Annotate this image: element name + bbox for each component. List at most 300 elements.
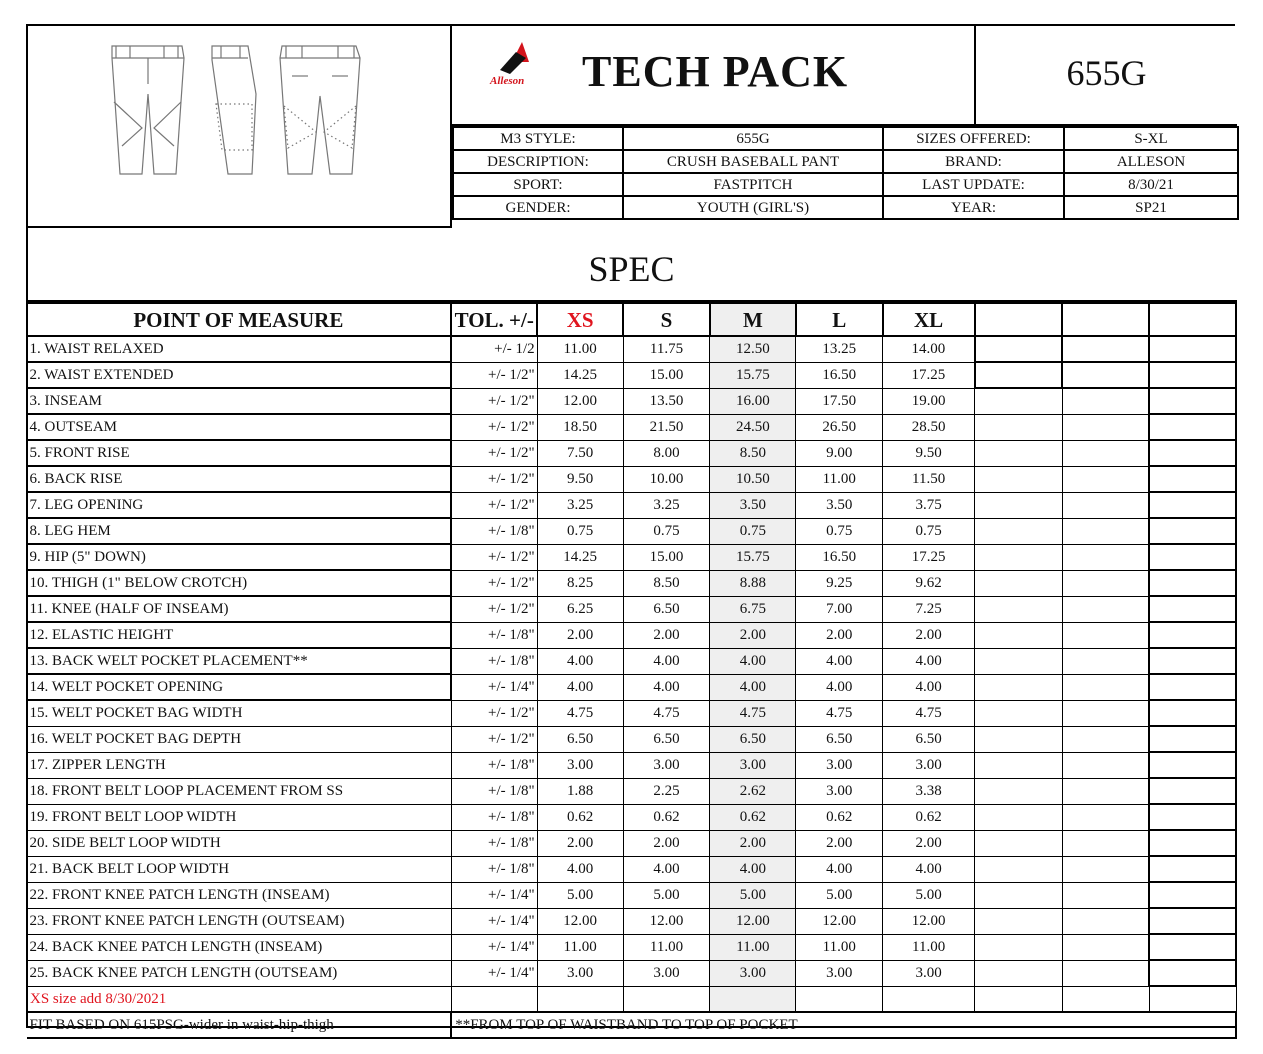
table-row bbox=[27, 804, 1237, 830]
table-row bbox=[27, 622, 1237, 648]
cell-m: 5.00 bbox=[710, 882, 796, 908]
cell-empty bbox=[1149, 674, 1236, 700]
cell-m: 6.75 bbox=[710, 596, 796, 622]
cell-l: 9.00 bbox=[796, 440, 883, 466]
cell-l: 3.00 bbox=[796, 778, 883, 804]
fit-note: FIT BASED ON 615PSG-wider in waist-hip-thigh bbox=[27, 1012, 452, 1038]
cell-m: 3.50 bbox=[710, 492, 796, 518]
cell-tol: +/- 1/4" bbox=[451, 908, 537, 934]
cell-l: 26.50 bbox=[796, 414, 883, 440]
cell-empty bbox=[1149, 882, 1236, 908]
cell-xs: 8.25 bbox=[537, 570, 623, 596]
info-label-cell: BRAND: bbox=[883, 150, 1064, 173]
info-value-cell: CRUSH BASEBALL PANT bbox=[623, 150, 883, 173]
info-label-cell: SIZES OFFERED: bbox=[883, 127, 1064, 150]
cell-xl: 0.75 bbox=[883, 518, 975, 544]
cell-pom: 19. FRONT BELT LOOP WIDTH bbox=[27, 804, 452, 830]
header-xl: XL bbox=[883, 303, 975, 336]
info-label-cell: GENDER: bbox=[453, 196, 623, 219]
cell-xs: 7.50 bbox=[537, 440, 623, 466]
style-code-panel bbox=[976, 24, 1237, 126]
info-label-cell: LAST UPDATE: bbox=[883, 173, 1064, 196]
cell-m: 0.62 bbox=[710, 804, 796, 830]
cell-empty bbox=[975, 388, 1063, 414]
cell-tol: +/- 1/8" bbox=[451, 804, 537, 830]
cell-empty bbox=[1149, 440, 1236, 466]
cell-empty bbox=[1062, 440, 1149, 466]
cell-m: 3.00 bbox=[710, 752, 796, 778]
table-row bbox=[27, 570, 1237, 596]
cell-l: 4.00 bbox=[796, 674, 883, 700]
table-row bbox=[27, 518, 1237, 544]
cell-empty bbox=[1149, 726, 1236, 752]
cell-l: 4.00 bbox=[796, 856, 883, 882]
cell-empty bbox=[975, 674, 1063, 700]
cell-empty bbox=[1062, 596, 1149, 622]
cell-m: 0.75 bbox=[710, 518, 796, 544]
cell-m: 6.50 bbox=[710, 726, 796, 752]
info-value-cell: S-XL bbox=[1064, 127, 1238, 150]
cell-empty bbox=[975, 466, 1063, 492]
cell-xl: 17.25 bbox=[883, 362, 975, 388]
table-row bbox=[27, 544, 1237, 570]
cell-pom: 16. WELT POCKET BAG DEPTH bbox=[27, 726, 452, 752]
cell-s: 3.00 bbox=[623, 960, 710, 986]
cell-l: 12.00 bbox=[796, 908, 883, 934]
table-row bbox=[27, 492, 1237, 518]
cell-m: 16.00 bbox=[710, 388, 796, 414]
table-row bbox=[27, 674, 1237, 700]
cell-xs: 6.25 bbox=[537, 596, 623, 622]
cell-empty bbox=[1149, 596, 1236, 622]
cell-m: 8.88 bbox=[710, 570, 796, 596]
cell-pom: 18. FRONT BELT LOOP PLACEMENT FROM SS bbox=[27, 778, 452, 804]
cell-s: 8.50 bbox=[623, 570, 710, 596]
cell-l: 11.00 bbox=[796, 934, 883, 960]
cell-xs: 2.00 bbox=[537, 830, 623, 856]
cell-m: 15.75 bbox=[710, 544, 796, 570]
footer-row bbox=[27, 1012, 1237, 1038]
cell-tol: +/- 1/2" bbox=[451, 544, 537, 570]
table-row bbox=[27, 778, 1237, 804]
cell-m: 8.50 bbox=[710, 440, 796, 466]
cell-xl: 5.00 bbox=[883, 882, 975, 908]
cell-empty bbox=[1062, 570, 1149, 596]
cell-pom: 17. ZIPPER LENGTH bbox=[27, 752, 452, 778]
cell-xs: 3.00 bbox=[537, 752, 623, 778]
cell-xs: 4.00 bbox=[537, 856, 623, 882]
svg-text:Alleson: Alleson bbox=[490, 75, 525, 87]
pants-front-sketch bbox=[112, 46, 184, 174]
cell-m: 2.62 bbox=[710, 778, 796, 804]
info-label-cell: M3 STYLE: bbox=[453, 127, 623, 150]
cell-tol: +/- 1/2" bbox=[451, 414, 537, 440]
cell-xs: 4.75 bbox=[537, 700, 623, 726]
cell-xs: 3.25 bbox=[537, 492, 623, 518]
cell-xl: 4.75 bbox=[883, 700, 975, 726]
cell-empty bbox=[1062, 466, 1149, 492]
cell-l: 7.00 bbox=[796, 596, 883, 622]
info-row bbox=[453, 150, 1238, 173]
cell-tol: +/- 1/8" bbox=[451, 856, 537, 882]
cell-empty bbox=[1062, 622, 1149, 648]
pants-side-sketch bbox=[212, 46, 256, 174]
table-row bbox=[27, 596, 1237, 622]
cell-tol: +/- 1/2" bbox=[451, 388, 537, 414]
cell-pom: 4. OUTSEAM bbox=[27, 414, 452, 440]
cell-xl: 7.25 bbox=[883, 596, 975, 622]
cell-empty bbox=[975, 336, 1063, 362]
cell-tol: +/- 1/2" bbox=[451, 700, 537, 726]
cell-xs: 11.00 bbox=[537, 336, 623, 362]
cell-xl: 9.50 bbox=[883, 440, 975, 466]
cell-empty bbox=[1062, 804, 1149, 830]
table-header-row bbox=[27, 303, 1237, 336]
cell-pom: 15. WELT POCKET BAG WIDTH bbox=[27, 700, 452, 726]
cell-tol: +/- 1/2" bbox=[451, 492, 537, 518]
info-value-cell: 8/30/21 bbox=[1064, 173, 1238, 196]
info-row bbox=[453, 196, 1238, 219]
cell-empty bbox=[975, 856, 1063, 882]
cell-empty bbox=[1149, 388, 1236, 414]
cell-empty bbox=[1149, 570, 1236, 596]
cell-m: 4.75 bbox=[710, 700, 796, 726]
cell-l: 11.00 bbox=[796, 466, 883, 492]
cell-xs: 3.00 bbox=[537, 960, 623, 986]
cell-xs: 12.00 bbox=[537, 388, 623, 414]
cell-l: 0.62 bbox=[796, 804, 883, 830]
cell-empty bbox=[1149, 466, 1236, 492]
cell-empty bbox=[1149, 908, 1236, 934]
cell-pom: 24. BACK KNEE PATCH LENGTH (INSEAM) bbox=[27, 934, 452, 960]
cell-empty bbox=[1149, 544, 1236, 570]
cell-xl: 11.00 bbox=[883, 934, 975, 960]
cell-s: 6.50 bbox=[623, 596, 710, 622]
cell-tol: +/- 1/4" bbox=[451, 960, 537, 986]
cell-tol: +/- 1/4" bbox=[451, 674, 537, 700]
table-row bbox=[27, 362, 1237, 388]
cell-pom: 14. WELT POCKET OPENING bbox=[27, 674, 452, 700]
cell-m: 12.50 bbox=[710, 336, 796, 362]
cell-pom: 20. SIDE BELT LOOP WIDTH bbox=[27, 830, 452, 856]
cell-xl: 3.75 bbox=[883, 492, 975, 518]
cell-pom: 9. HIP (5" DOWN) bbox=[27, 544, 452, 570]
cell-l: 3.00 bbox=[796, 960, 883, 986]
cell-xs: 4.00 bbox=[537, 648, 623, 674]
info-value-cell: SP21 bbox=[1064, 196, 1238, 219]
cell-m: 10.50 bbox=[710, 466, 796, 492]
cell-pom: 13. BACK WELT POCKET PLACEMENT** bbox=[27, 648, 452, 674]
cell-empty bbox=[975, 752, 1063, 778]
cell-empty bbox=[1149, 856, 1236, 882]
cell-s: 15.00 bbox=[623, 362, 710, 388]
cell-empty bbox=[975, 492, 1063, 518]
cell-xl: 12.00 bbox=[883, 908, 975, 934]
table-row bbox=[27, 700, 1237, 726]
cell-xs: 4.00 bbox=[537, 674, 623, 700]
cell-empty bbox=[975, 882, 1063, 908]
cell-empty bbox=[975, 726, 1063, 752]
cell-xl: 4.00 bbox=[883, 856, 975, 882]
cell-s: 6.50 bbox=[623, 726, 710, 752]
cell-s: 2.25 bbox=[623, 778, 710, 804]
cell-empty bbox=[975, 648, 1063, 674]
header-empty bbox=[1062, 303, 1149, 336]
cell-l: 13.25 bbox=[796, 336, 883, 362]
cell-s: 8.00 bbox=[623, 440, 710, 466]
note-row bbox=[27, 986, 1237, 1012]
info-label-cell: YEAR: bbox=[883, 196, 1064, 219]
cell-xs: 0.75 bbox=[537, 518, 623, 544]
cell-tol: +/- 1/8" bbox=[451, 518, 537, 544]
cell-empty bbox=[975, 778, 1063, 804]
cell-pom: 11. KNEE (HALF OF INSEAM) bbox=[27, 596, 452, 622]
table-row bbox=[27, 648, 1237, 674]
cell-tol: +/- 1/8" bbox=[451, 648, 537, 674]
table-row bbox=[27, 934, 1237, 960]
cell-empty bbox=[1149, 700, 1236, 726]
cell-empty bbox=[1062, 362, 1149, 388]
cell-pom: 3. INSEAM bbox=[27, 388, 452, 414]
cell-s: 2.00 bbox=[623, 830, 710, 856]
cell-s: 11.75 bbox=[623, 336, 710, 362]
cell-xs: 9.50 bbox=[537, 466, 623, 492]
info-row bbox=[453, 127, 1238, 150]
cell-xs: 6.50 bbox=[537, 726, 623, 752]
cell-m: 4.00 bbox=[710, 856, 796, 882]
cell-empty bbox=[975, 414, 1063, 440]
cell-empty bbox=[1149, 778, 1236, 804]
cell-m: 24.50 bbox=[710, 414, 796, 440]
cell-l: 2.00 bbox=[796, 830, 883, 856]
cell-l: 6.50 bbox=[796, 726, 883, 752]
cell-pom: 6. BACK RISE bbox=[27, 466, 452, 492]
cell-xl: 11.50 bbox=[883, 466, 975, 492]
cell-s: 15.00 bbox=[623, 544, 710, 570]
header-pom: POINT OF MEASURE bbox=[27, 303, 452, 336]
cell-empty bbox=[975, 518, 1063, 544]
cell-empty bbox=[1062, 336, 1149, 362]
cell-xl: 6.50 bbox=[883, 726, 975, 752]
alleson-logo bbox=[486, 40, 550, 90]
header-l: L bbox=[796, 303, 883, 336]
pants-back-sketch bbox=[280, 46, 360, 174]
cell-s: 11.00 bbox=[623, 934, 710, 960]
cell-tol: +/- 1/2 bbox=[451, 336, 537, 362]
cell-empty bbox=[1062, 414, 1149, 440]
cell-m: 2.00 bbox=[710, 622, 796, 648]
cell-tol: +/- 1/8" bbox=[451, 752, 537, 778]
header-s: S bbox=[623, 303, 710, 336]
cell-pom: 10. THIGH (1" BELOW CROTCH) bbox=[27, 570, 452, 596]
info-label-cell: SPORT: bbox=[453, 173, 623, 196]
cell-xl: 4.00 bbox=[883, 648, 975, 674]
cell-xs: 14.25 bbox=[537, 362, 623, 388]
cell-xs: 18.50 bbox=[537, 414, 623, 440]
table-row bbox=[27, 726, 1237, 752]
info-label-cell: DESCRIPTION: bbox=[453, 150, 623, 173]
cell-s: 5.00 bbox=[623, 882, 710, 908]
table-row bbox=[27, 336, 1237, 362]
cell-s: 0.62 bbox=[623, 804, 710, 830]
cell-xs: 12.00 bbox=[537, 908, 623, 934]
cell-empty bbox=[1149, 752, 1236, 778]
cell-xs: 2.00 bbox=[537, 622, 623, 648]
cell-xl: 9.62 bbox=[883, 570, 975, 596]
cell-empty bbox=[1149, 336, 1236, 362]
cell-tol: +/- 1/2" bbox=[451, 726, 537, 752]
header-empty bbox=[975, 303, 1063, 336]
measurement-table bbox=[26, 302, 1237, 1039]
table-row bbox=[27, 440, 1237, 466]
cell-s: 3.25 bbox=[623, 492, 710, 518]
cell-l: 9.25 bbox=[796, 570, 883, 596]
cell-m: 15.75 bbox=[710, 362, 796, 388]
cell-pom: 1. WAIST RELAXED bbox=[27, 336, 452, 362]
cell-m: 4.00 bbox=[710, 648, 796, 674]
cell-empty bbox=[1062, 674, 1149, 700]
cell-empty bbox=[975, 960, 1063, 986]
cell-tol: +/- 1/2" bbox=[451, 440, 537, 466]
cell-xl: 17.25 bbox=[883, 544, 975, 570]
table-row bbox=[27, 882, 1237, 908]
cell-tol: +/- 1/8" bbox=[451, 778, 537, 804]
cell-tol: +/- 1/2" bbox=[451, 570, 537, 596]
cell-xs: 14.25 bbox=[537, 544, 623, 570]
cell-empty bbox=[975, 596, 1063, 622]
cell-s: 3.00 bbox=[623, 752, 710, 778]
cell-tol: +/- 1/2" bbox=[451, 596, 537, 622]
cell-s: 2.00 bbox=[623, 622, 710, 648]
cell-empty bbox=[1062, 544, 1149, 570]
cell-pom: 21. BACK BELT LOOP WIDTH bbox=[27, 856, 452, 882]
cell-empty bbox=[1062, 518, 1149, 544]
cell-empty bbox=[1062, 778, 1149, 804]
garment-sketch-panel bbox=[26, 24, 452, 228]
cell-xl: 19.00 bbox=[883, 388, 975, 414]
info-value-cell: FASTPITCH bbox=[623, 173, 883, 196]
cell-l: 17.50 bbox=[796, 388, 883, 414]
cell-l: 2.00 bbox=[796, 622, 883, 648]
table-row bbox=[27, 466, 1237, 492]
cell-empty bbox=[1062, 960, 1149, 986]
cell-empty bbox=[975, 362, 1063, 388]
cell-s: 4.00 bbox=[623, 674, 710, 700]
cell-xl: 3.00 bbox=[883, 960, 975, 986]
cell-xl: 28.50 bbox=[883, 414, 975, 440]
cell-empty bbox=[1149, 648, 1236, 674]
cell-m: 12.00 bbox=[710, 908, 796, 934]
cell-pom: 12. ELASTIC HEIGHT bbox=[27, 622, 452, 648]
header-xs: XS bbox=[537, 303, 623, 336]
cell-empty bbox=[1062, 388, 1149, 414]
cell-empty bbox=[975, 934, 1063, 960]
cell-tol: +/- 1/4" bbox=[451, 934, 537, 960]
cell-empty bbox=[1149, 518, 1236, 544]
cell-s: 4.00 bbox=[623, 856, 710, 882]
info-value-cell: 655G bbox=[623, 127, 883, 150]
cell-empty bbox=[1062, 830, 1149, 856]
cell-empty bbox=[1149, 492, 1236, 518]
cell-tol: +/- 1/8" bbox=[451, 622, 537, 648]
cell-xl: 3.38 bbox=[883, 778, 975, 804]
cell-empty bbox=[975, 830, 1063, 856]
style-code: 655G bbox=[1066, 53, 1147, 93]
cell-xl: 2.00 bbox=[883, 622, 975, 648]
cell-m: 11.00 bbox=[710, 934, 796, 960]
cell-empty bbox=[1149, 622, 1236, 648]
cell-s: 10.00 bbox=[623, 466, 710, 492]
cell-m: 3.00 bbox=[710, 960, 796, 986]
cell-empty bbox=[975, 570, 1063, 596]
style-info-table bbox=[452, 126, 1237, 220]
cell-l: 4.00 bbox=[796, 648, 883, 674]
cell-l: 4.75 bbox=[796, 700, 883, 726]
table-row bbox=[27, 830, 1237, 856]
cell-xl: 3.00 bbox=[883, 752, 975, 778]
xs-size-note: XS size add 8/30/2021 bbox=[27, 986, 452, 1012]
cell-pom: 22. FRONT KNEE PATCH LENGTH (INSEAM) bbox=[27, 882, 452, 908]
cell-m: 2.00 bbox=[710, 830, 796, 856]
cell-m: 4.00 bbox=[710, 674, 796, 700]
cell-tol: +/- 1/2" bbox=[451, 466, 537, 492]
cell-pom: 8. LEG HEM bbox=[27, 518, 452, 544]
table-row bbox=[27, 414, 1237, 440]
header-tol: TOL. +/- bbox=[451, 303, 537, 336]
cell-xs: 11.00 bbox=[537, 934, 623, 960]
cell-s: 21.50 bbox=[623, 414, 710, 440]
pocket-note: **FROM TOP OF WAISTBAND TO TOP OF POCKET bbox=[451, 1012, 1236, 1038]
cell-empty bbox=[975, 908, 1063, 934]
cell-tol: +/- 1/4" bbox=[451, 882, 537, 908]
header-m: M bbox=[710, 303, 796, 336]
cell-pom: 2. WAIST EXTENDED bbox=[27, 362, 452, 388]
title-panel bbox=[452, 24, 976, 126]
cell-empty bbox=[1149, 934, 1236, 960]
cell-xl: 0.62 bbox=[883, 804, 975, 830]
cell-pom: 7. LEG OPENING bbox=[27, 492, 452, 518]
cell-s: 0.75 bbox=[623, 518, 710, 544]
tech-pack-sheet bbox=[26, 24, 1237, 1033]
cell-tol: +/- 1/2" bbox=[451, 362, 537, 388]
table-row bbox=[27, 856, 1237, 882]
page-title: TECH PACK bbox=[582, 47, 849, 96]
cell-empty bbox=[975, 700, 1063, 726]
pants-sketch-image bbox=[26, 24, 452, 228]
cell-l: 16.50 bbox=[796, 544, 883, 570]
cell-empty bbox=[975, 440, 1063, 466]
cell-empty bbox=[1062, 492, 1149, 518]
cell-xl: 4.00 bbox=[883, 674, 975, 700]
cell-l: 3.00 bbox=[796, 752, 883, 778]
cell-empty bbox=[1062, 648, 1149, 674]
cell-empty bbox=[1062, 908, 1149, 934]
cell-l: 3.50 bbox=[796, 492, 883, 518]
cell-empty bbox=[1062, 882, 1149, 908]
cell-l: 5.00 bbox=[796, 882, 883, 908]
cell-pom: 25. BACK KNEE PATCH LENGTH (OUTSEAM) bbox=[27, 960, 452, 986]
info-value-cell: YOUTH (GIRL'S) bbox=[623, 196, 883, 219]
cell-s: 4.00 bbox=[623, 648, 710, 674]
cell-empty bbox=[1149, 960, 1236, 986]
cell-xs: 1.88 bbox=[537, 778, 623, 804]
table-row bbox=[27, 908, 1237, 934]
cell-xl: 2.00 bbox=[883, 830, 975, 856]
table-row bbox=[27, 752, 1237, 778]
cell-empty bbox=[975, 544, 1063, 570]
cell-pom: 5. FRONT RISE bbox=[27, 440, 452, 466]
info-row bbox=[453, 173, 1238, 196]
